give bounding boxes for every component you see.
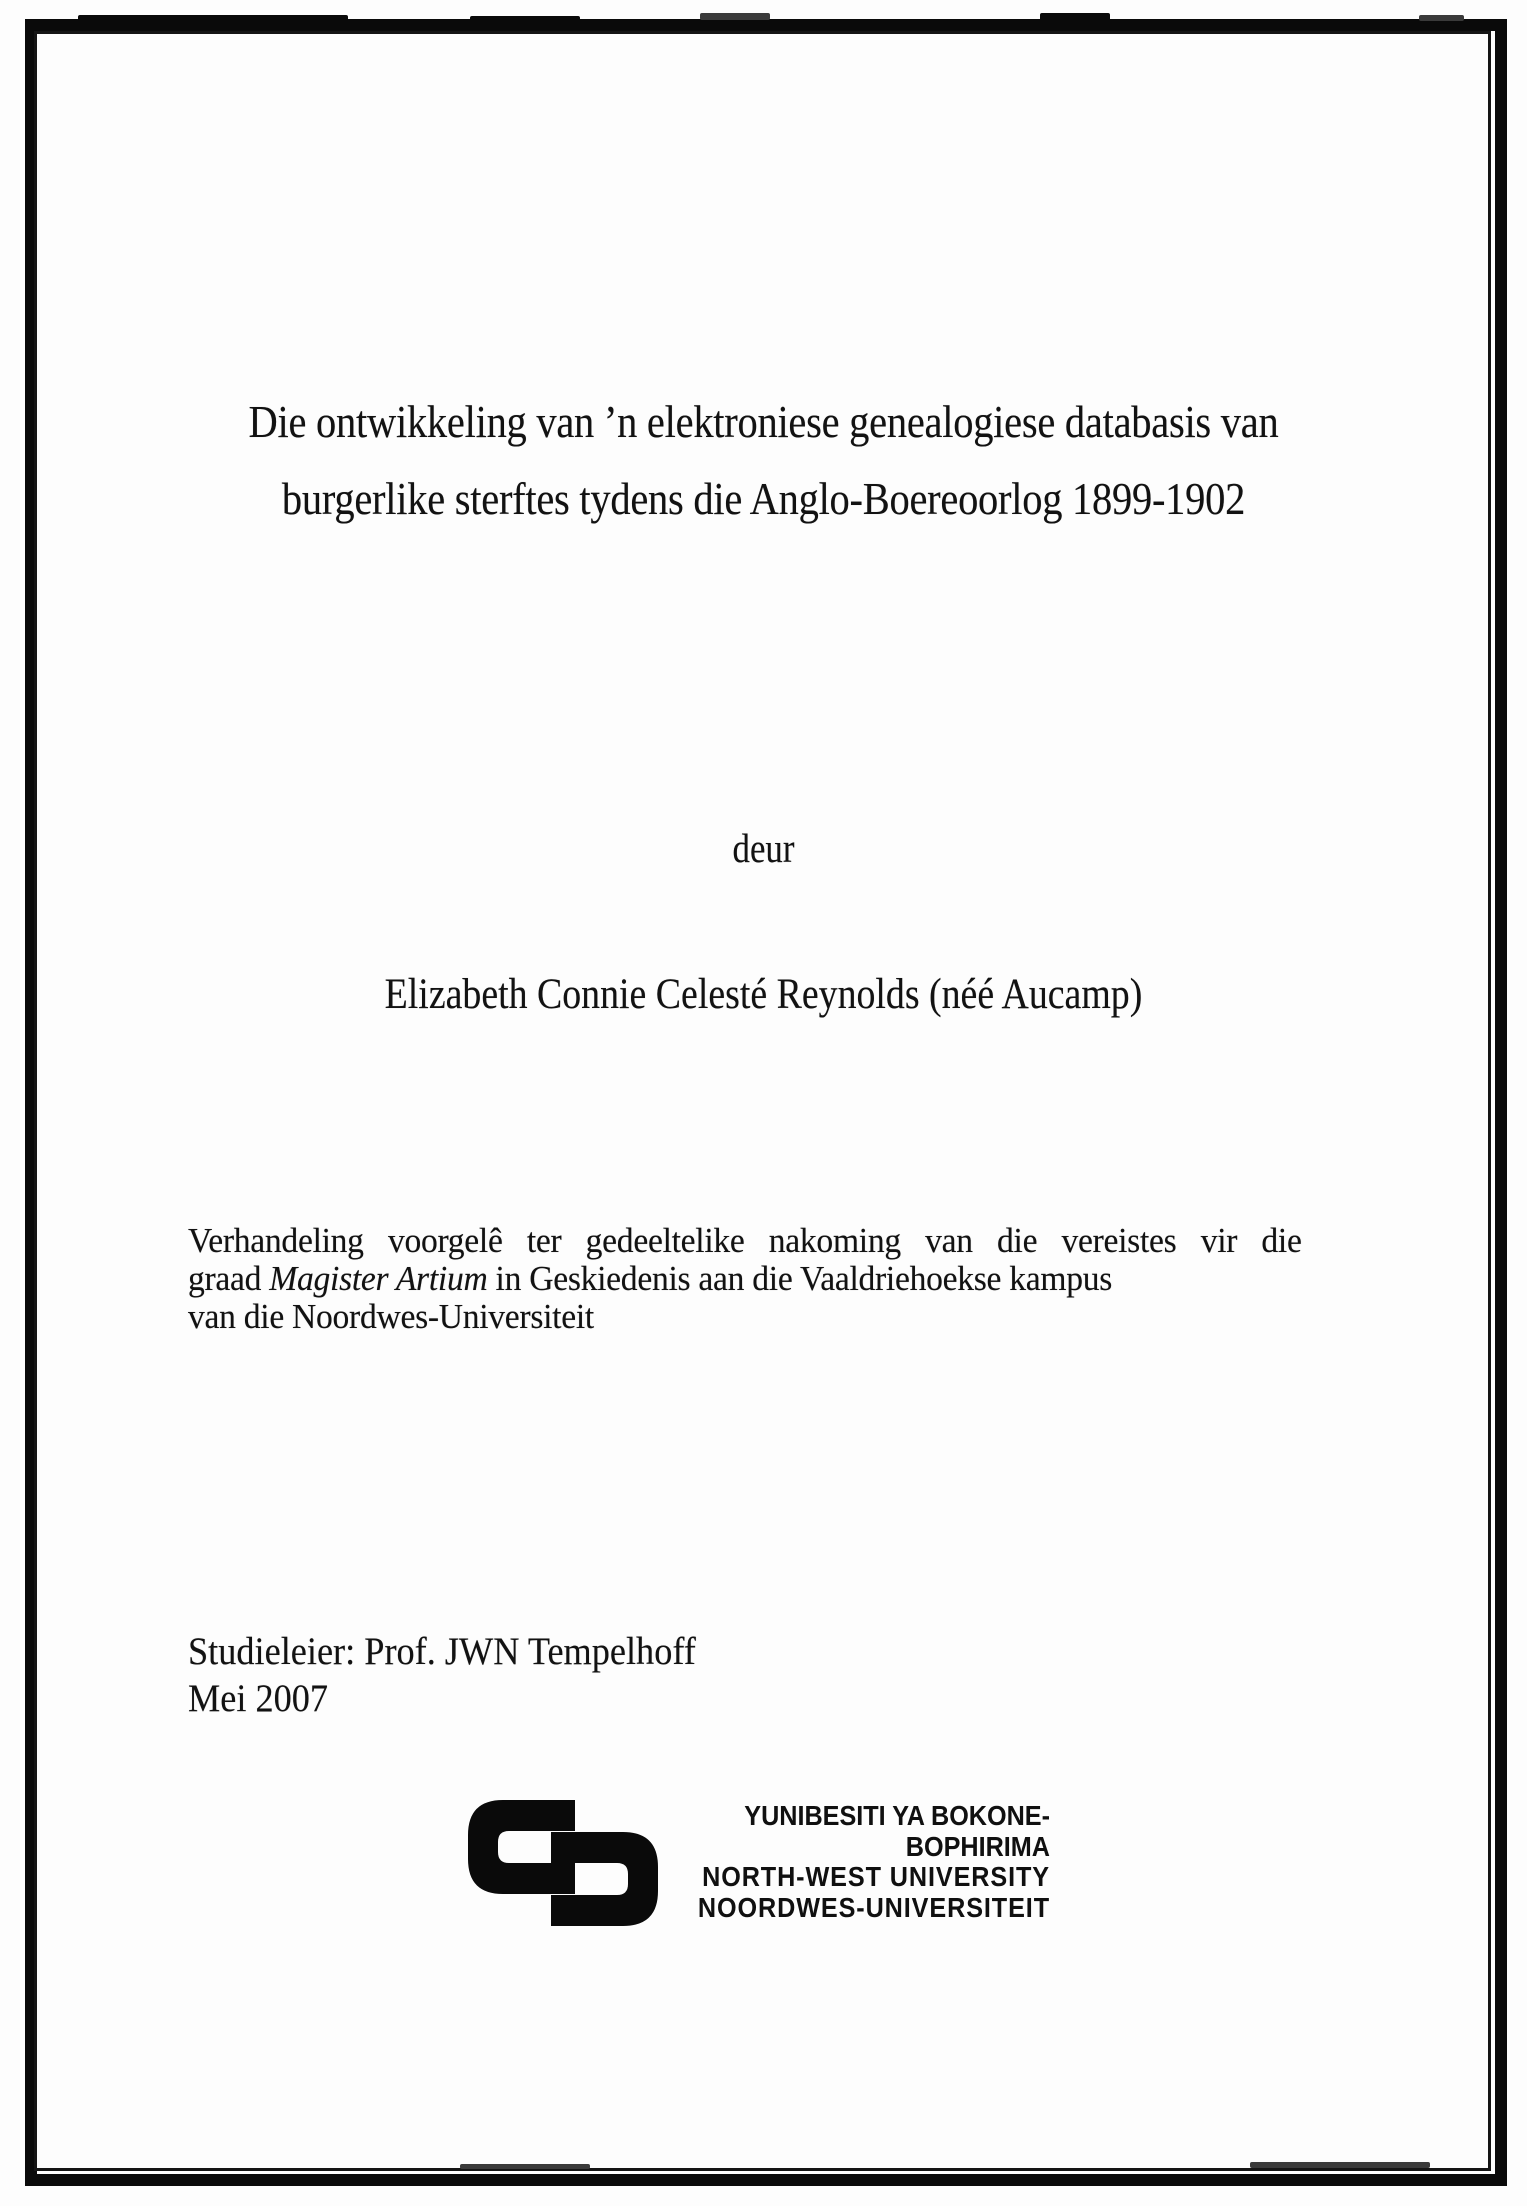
university-logo (465, 1795, 1065, 1950)
degree-name: Magister Artium (269, 1259, 488, 1298)
nwu-logo-icon (465, 1797, 661, 1930)
logo-line-setswana: YUNIBESITI YA BOKONE-BOPHIRIMA (744, 1800, 1050, 1862)
scan-artifact (1250, 2162, 1430, 2168)
scan-artifact (1040, 13, 1110, 21)
supervisor-line: Studieleier: Prof. JWN Tempelhoff (188, 1630, 696, 1673)
scan-artifact (700, 13, 770, 20)
submission-line2-suffix: in Geskiedenis aan die Vaaldriehoekse kampus (487, 1259, 1113, 1298)
submission-statement (188, 1222, 1302, 1336)
byline: deur (732, 825, 795, 871)
author-name: Elizabeth Connie Celesté Reynolds (néé Aucamp) (384, 971, 1143, 1018)
thesis-title (197, 383, 1330, 537)
logo-line-english: NORTH-WEST UNIVERSITY (702, 1861, 1050, 1892)
submission-line3: van die Noordwes-Universiteit (188, 1297, 594, 1336)
thesis-title-line2: burgerlike sterftes tydens die Anglo-Boereoorlog 1899-1902 (281, 473, 1246, 524)
supervisor-block (188, 1628, 1072, 1722)
submission-line1: Verhandeling voorgelê ter gedeeltelike nakoming van die vereistes vir die (188, 1221, 1302, 1260)
logo-line-afrikaans: NOORDWES-UNIVERSITEIT (697, 1891, 1050, 1923)
submission-line2-prefix: graad (188, 1259, 270, 1298)
scan-artifact (1419, 15, 1464, 21)
scan-artifact (78, 15, 348, 23)
scan-artifact (470, 16, 580, 23)
date-line: Mei 2007 (188, 1677, 329, 1720)
scan-artifact (460, 2164, 590, 2169)
thesis-title-line1: Die ontwikkeling van ’n elektroniese genealogiese databasis van (248, 396, 1279, 447)
university-logo-text (640, 1801, 1050, 1923)
submission-line2 (188, 1260, 1302, 1298)
